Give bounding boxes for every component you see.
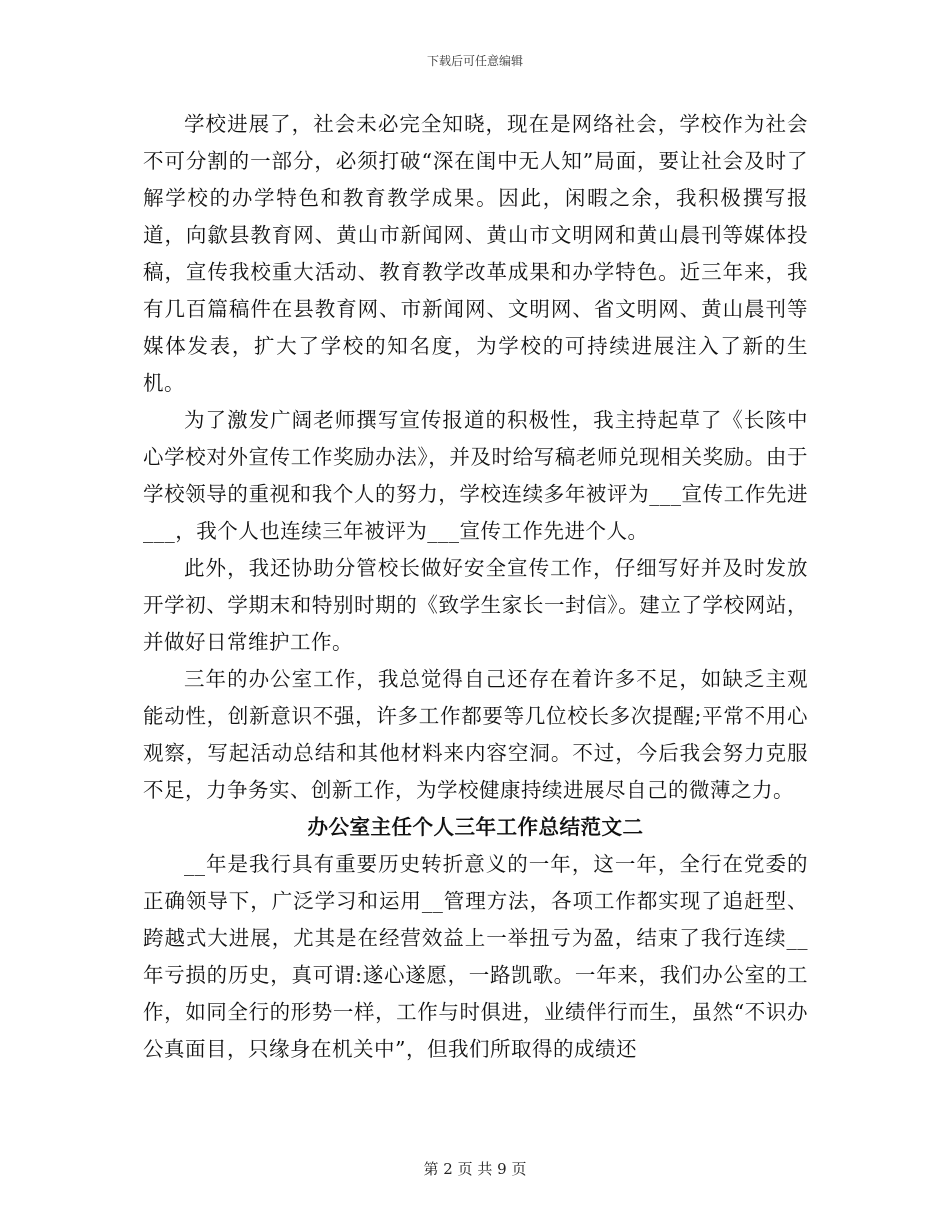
- paragraph-school-publicity: 学校进展了，社会未必完全知晓，现在是网络社会，学校作为社会不可分割的一部分，必须打破“深在闺中无人知”局面，要让社会及时了解学校的办学特色和教育教学成果。因此，闲暇之余，我积极撰写报道，向歙县教育网、黄山市新闻网、黄山市文明网和黄山晨刊等媒体投稿，宣传我校重大活动、教育教学改革成果和办学特色。近三年来，我有几百篇稿件在县教育网、市新闻网、文明网、省文明网、黄山晨刊等媒体发表，扩大了学校的知名度，为学校的可持续进展注入了新的生机。: [143, 112, 808, 395]
- paragraph-safety-publicity: 此外，我还协助分管校长做好安全宣传工作，仔细写好并及时发放开学初、学期末和特别时期的《致学生家长一封信》。建立了学校网站，并做好日常维护工作。: [143, 556, 808, 654]
- paragraph-bank-year-review: __年是我行具有重要历史转折意义的一年，这一年，全行在党委的正确领导下，广泛学习和运用__管理方法，各项工作都实现了追赶型、跨越式大进展，尤其是在经营效益上一举扭亏为盈，结束了我行连续__年亏损的历史，真可谓:遂心遂愿，一路凯歌。一年来，我们办公室的工作，如同全行的形势一样，工作与时俱进，业绩伴行而生，虽然“不识办公真面目，只缘身在机关中”，但我们所取得的成绩还: [143, 852, 808, 1061]
- paragraph-incentive-policy: 为了激发广阔老师撰写宣传报道的积极性，我主持起草了《长陔中心学校对外宣传工作奖励办法》，并及时给写稿老师兑现相关奖励。由于学校领导的重视和我个人的努力，学校连续多年被评为___宣传工作先进___，我个人也连续三年被评为___宣传工作先进个人。: [143, 408, 808, 543]
- page-number-footer: 第 2 页 共 9 页: [423, 1160, 527, 1178]
- page-header-note: 下载后可任意编辑: [426, 54, 523, 68]
- document-body: [143, 106, 808, 1068]
- section-title: 办公室主任个人三年工作总结范文二: [307, 815, 644, 839]
- paragraph-shortcomings: 三年的办公室工作，我总觉得自己还存在着许多不足，如缺乏主观能动性，创新意识不强，许多工作都要等几位校长多次提醒;平常不用心观察，写起活动总结和其他材料来内容空洞。不过，今后我会努力克服不足，力争务实、创新工作，为学校健康持续进展尽自己的微薄之力。: [143, 667, 808, 802]
